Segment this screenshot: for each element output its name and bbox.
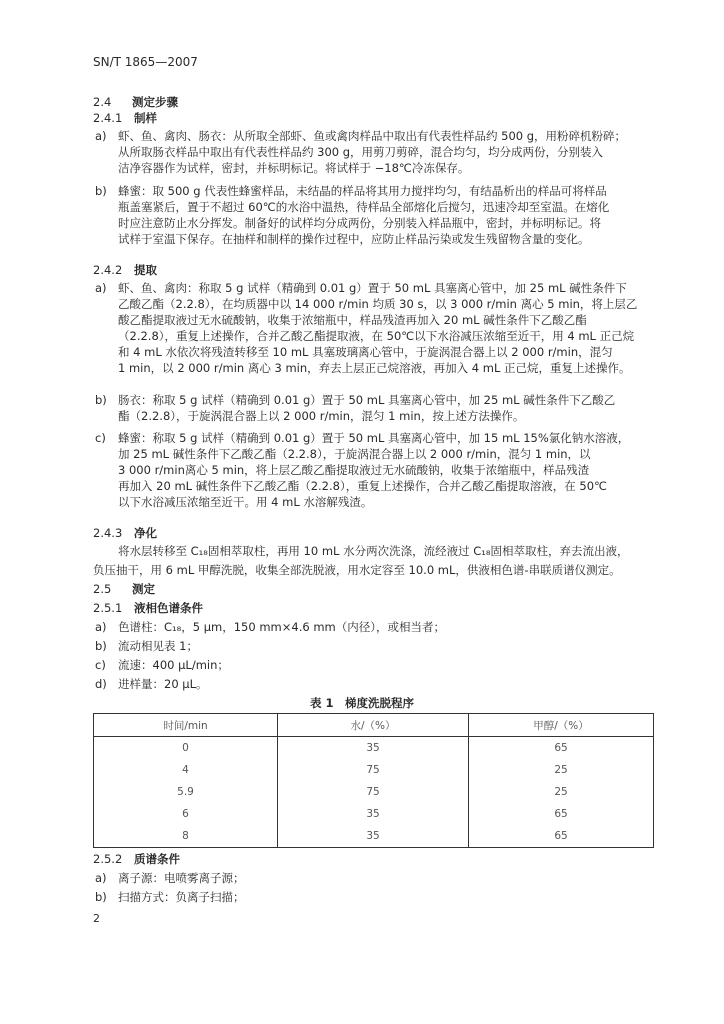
table-row: [94, 737, 654, 760]
text-line: 酸乙酯提取液过无水硫酸钠，收集于浓缩瓶中，样品残渣再加入 20 mL 碱性条件下乙酸乙酯: [118, 313, 587, 327]
table-cell: 35: [278, 803, 469, 825]
table-cell: 75: [278, 759, 469, 781]
table-cell: 75: [278, 781, 469, 803]
table-row: [94, 759, 654, 781]
text-line: 蜂蜜：称取 5 g 试样（精确到 0.01 g）置于 50 mL 具塞离心管中，加 15 mL 15%氯化钠水溶液，: [118, 431, 630, 445]
list-marker: c): [95, 431, 106, 445]
text-line: 时应注意防止水分挥发。制备好的试样均分成两份，分别装入样品瓶中，密封，并标明标记。将: [118, 216, 601, 230]
table-cell: 4: [94, 759, 278, 781]
section-2-5-heading: [93, 581, 155, 597]
list-marker: a): [95, 129, 107, 143]
list-item-2-5-2-a: [95, 870, 245, 886]
text-line: 试样于室温下保存。在抽样和制样的操作过程中，应防止样品污染或发生残留物含量的变化。: [118, 232, 590, 246]
gradient-table: [93, 713, 654, 848]
list-text: 进样量：20 μL。: [118, 677, 208, 691]
section-title: 提取: [134, 263, 157, 277]
table-header-cell: 甲醇/（%）: [469, 714, 654, 737]
list-text: 扫描方式：负离子扫描；: [118, 890, 245, 904]
section-title: 制样: [134, 111, 157, 125]
list-text: 离子源：电喷雾离子源；: [118, 871, 245, 885]
table-header-cell: 时间/min: [94, 714, 278, 737]
text-line: 酯（2.2.8），于旋涡混合器上以 2 000 r/min，混匀 1 min，按上述方法操作。: [118, 409, 525, 423]
list-item-2-4-2-b: [95, 392, 616, 424]
text-line: 1 min，以 2 000 r/min 离心 3 min，弃去上层正己烷溶液，再加入 4 mL 正己烷，重复上述操作。: [118, 361, 631, 375]
text-line: 虾、鱼、禽肉、肠衣：从所取全部虾、鱼或禽肉样品中取出有代表性样品约 500 g，用粉碎机粉碎；: [118, 129, 627, 143]
page-number: 2: [93, 912, 100, 925]
table-caption: 表 1 梯度洗脱程序: [309, 696, 414, 710]
list-text: 流速：400 μL/min；: [118, 658, 229, 672]
section-2-5-1-heading: [93, 600, 203, 616]
text-line: 虾、鱼、禽肉：称取 5 g 试样（精确到 0.01 g）置于 50 mL 具塞离心管中，加 25 mL 碱性条件下: [118, 281, 627, 295]
section-title: 液相色谱条件: [134, 601, 203, 615]
list-text: 色谱柱：C₁₈，5 μm，150 mm×4.6 mm（内径），或相当者；: [118, 620, 445, 634]
list-item-2-5-1-b: [95, 638, 198, 654]
section-number: 2.4: [93, 95, 112, 109]
text-line: 再加入 20 mL 碱性条件下乙酸乙酯（2.2.8），重复上述操作，合并乙酸乙酯提取溶液，在 50℃: [118, 479, 607, 493]
table-cell: 35: [278, 737, 469, 760]
section-title: 质谱条件: [134, 852, 180, 866]
table-row: [94, 781, 654, 803]
section-2-4-2-heading: [93, 262, 157, 278]
section-number: 2.4.3: [93, 526, 123, 540]
table-cell: 8: [94, 825, 278, 848]
section-title: 测定步骤: [132, 95, 178, 109]
list-text: 流动相见表 1；: [118, 639, 198, 653]
table-cell: 65: [554, 808, 568, 820]
table-cell: 65: [469, 825, 654, 848]
section-number: 2.4.2: [93, 263, 123, 277]
list-marker: a): [95, 620, 107, 634]
list-marker: b): [95, 639, 107, 653]
section-2-4-heading: [93, 94, 178, 110]
section-title: 净化: [134, 526, 157, 540]
list-marker: d): [95, 677, 107, 691]
table-header-row: [94, 714, 654, 737]
table-row: [94, 825, 654, 848]
list-marker: b): [95, 890, 107, 904]
text-line: 瓶盖塞紧后，置于不超过 60℃的水浴中温热，待样品全部熔化后搅匀，迅速冷却至室温。在熔化: [118, 200, 610, 214]
table-header-cell: 水/（%）: [278, 714, 469, 737]
table-row: [94, 803, 654, 825]
section-number: 2.4.1: [93, 111, 123, 125]
list-item-2-4-2-a: [95, 280, 638, 376]
text-line: 洁净容器作为试样，密封，并标明标记。将试样于 −18℃冷冻保存。: [118, 161, 470, 175]
list-item-2-4-1-b: [95, 183, 610, 247]
text-line: 以下水浴减压浓缩至近干。用 4 mL 水溶解残渣。: [118, 495, 373, 509]
text-line: 蜂蜜：取 500 g 代表性蜂蜜样品，未结晶的样品将其用力搅拌均匀，有结晶析出的样品可将样品: [118, 184, 607, 198]
section-number: 2.5: [93, 582, 112, 596]
text-line: 加 25 mL 碱性条件下乙酸乙酯（2.2.8），于旋涡混合器上以 2 000 r/min，混匀 1 min，以: [118, 447, 591, 461]
table-cell: 25: [554, 764, 568, 776]
table-cell: 6: [94, 803, 278, 825]
table-cell: 35: [278, 825, 469, 848]
list-item-2-5-1-c: [95, 657, 229, 673]
section-2-4-3-heading: [93, 525, 157, 541]
section-2-4-1-heading: [93, 110, 157, 126]
table-cell: 25: [554, 786, 568, 798]
text-line: 从所取肠衣样品中取出有代表性样品约 300 g，用剪刀剪碎，混合均匀，均分成两份，分别装入: [118, 145, 604, 159]
list-item-2-4-1-a: [95, 128, 627, 176]
text-line: 肠衣：称取 5 g 试样（精确到 0.01 g）置于 50 mL 具塞离心管中，加 25 mL 碱性条件下乙酸乙: [118, 393, 616, 407]
text-line: 3 000 r/min离心 5 min，将上层乙酸乙酯提取液过无水硫酸钠，收集于浓缩瓶中，样品残渣: [118, 463, 590, 477]
list-item-2-5-2-b: [95, 889, 245, 905]
list-marker: a): [95, 281, 107, 295]
text-line: 和 4 mL 水依次将残渣转移至 10 mL 具塞玻璃离心管中，于旋涡混合器上以 2 000 r/min，混匀: [118, 345, 613, 359]
text-line: 乙酸乙酯（2.2.8），在均质器中以 14 000 r/min 均质 30 s，以 3 000 r/min 离心 5 min，将上层乙: [118, 297, 638, 311]
list-item-2-5-1-a: [95, 619, 445, 635]
document-header: SN/T 1865—2007: [93, 55, 198, 69]
section-number: 2.5.2: [93, 852, 123, 866]
paragraph-cleanup-line-2: 负压抽干，用 6 mL 甲醇洗脱，收集全部洗脱液，用水定容至 10.0 mL，供液相色谱-串联质谱仪测定。: [93, 563, 621, 577]
section-2-5-2-heading: [93, 851, 180, 867]
list-marker: b): [95, 393, 107, 407]
table-cell: 0: [94, 737, 278, 760]
list-item-2-4-2-c: [95, 430, 630, 510]
section-title: 测定: [132, 582, 155, 596]
text-line: （2.2.8），重复上述操作，合并乙酸乙酯提取液，在 50℃以下水浴减压浓缩至近干，用 4 mL 正己烷: [118, 329, 635, 343]
table-cell: 5.9: [94, 781, 278, 803]
paragraph-cleanup-line-1: 将水层转移至 C₁₈固相萃取柱，再用 10 mL 水分两次洗涤，流经液过 C₁₈固相萃取柱，弃去流出液，: [118, 544, 629, 558]
list-marker: b): [95, 184, 107, 198]
list-item-2-5-1-d: [95, 676, 208, 692]
list-marker: a): [95, 871, 107, 885]
list-marker: c): [95, 658, 106, 672]
table-cell: 65: [554, 742, 568, 754]
section-number: 2.5.1: [93, 601, 123, 615]
